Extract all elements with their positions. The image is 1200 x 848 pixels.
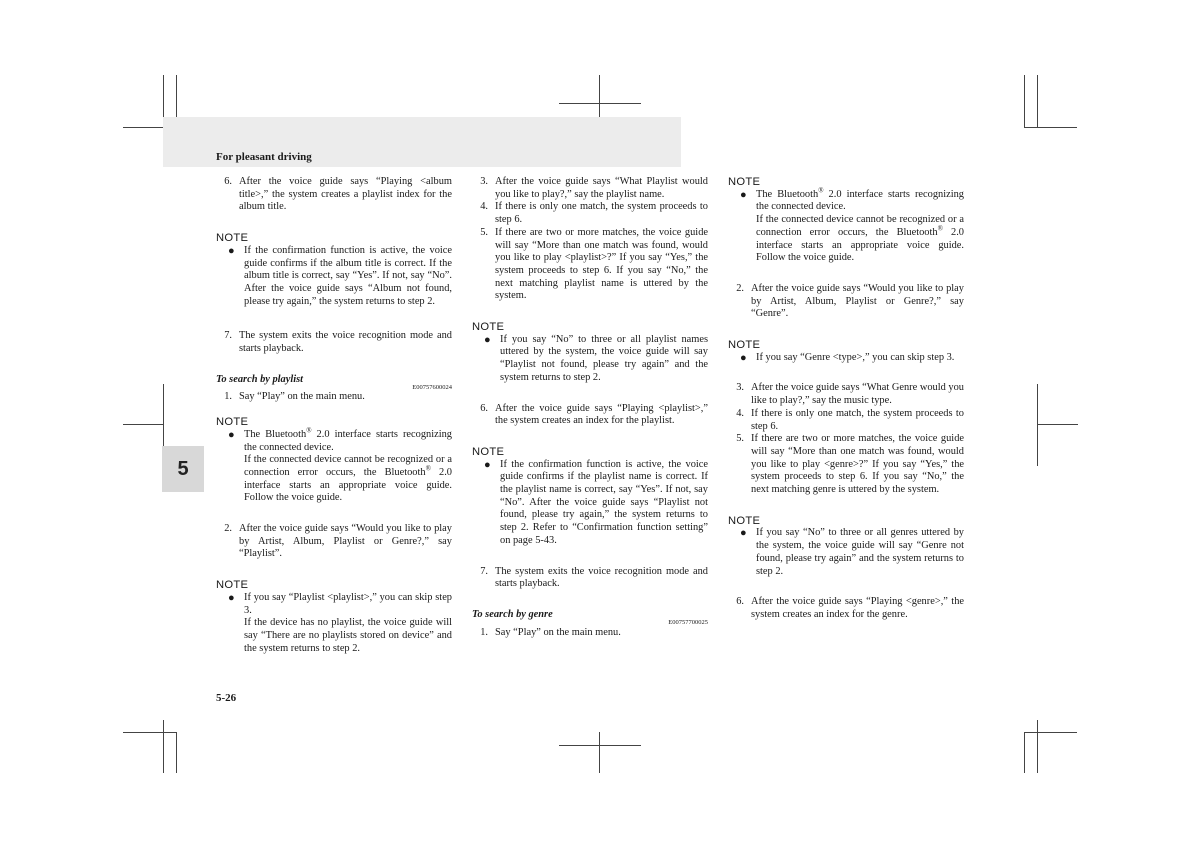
step-item (472, 176, 708, 201)
note-text: If the confirmation function is active, the voice guide confirms if the album title is correct. If the album title is correct, say “Yes”. If not, say “No”. After the voice guide says “Album not found, please try again,” the system returns to step 2. (244, 244, 452, 307)
crop-mark (123, 732, 176, 733)
step-text: The system exits the voice recognition mode and starts playback. (495, 565, 708, 590)
note-heading: NOTE (216, 232, 249, 245)
reference-code: E00757600024 (412, 383, 452, 391)
step-item (216, 523, 452, 561)
note-text: The Bluetooth (756, 188, 819, 200)
bullet-icon: ● (740, 188, 747, 201)
step-number: 2. (736, 282, 744, 294)
subsection-title: To search by playlist (216, 373, 304, 385)
crop-mark (1037, 75, 1038, 127)
note-item (472, 459, 708, 548)
step-text: The system exits the voice recognition mode and starts playback. (239, 330, 452, 355)
note-item (728, 186, 964, 265)
note-text: If you say “Playlist <playlist>,” you can skip step 3. (244, 591, 452, 616)
registered-mark: ® (425, 464, 431, 473)
step-number: 4. (480, 201, 488, 213)
crop-mark (163, 720, 164, 773)
note-item (728, 527, 964, 578)
step-item (728, 433, 964, 497)
registered-mark: ® (818, 186, 824, 195)
note-text: If you say “No” to three or all playlist names uttered by the system, the voice guide will say “Playlist not found, please try again” and the system returns to step 2. (500, 333, 708, 383)
bullet-icon: ● (740, 351, 747, 364)
step-number: 1. (480, 626, 488, 638)
step-number: 5. (480, 226, 488, 238)
bullet-icon: ● (228, 244, 235, 257)
crop-mark (1024, 732, 1077, 733)
column-right (728, 176, 964, 622)
bullet-icon: ● (228, 428, 235, 441)
note-text: If the confirmation function is active, the voice guide confirms if the playlist name is correct. If the playlist name is correct, say “Yes”. If not, say “No”. After the voice guide says “Playlist not found, please try again,” the system returns to step 2. Refer to “Confirmation function setting” on page 5-43. (500, 458, 708, 546)
column-middle (472, 176, 708, 639)
crop-mark (1024, 127, 1077, 128)
note-text: 2.0 interface starts recognizing the connected device. (756, 188, 964, 213)
note-text: 2.0 interface starts an appropriate voice guide. Follow the voice guide. (756, 226, 964, 264)
step-number: 5. (736, 433, 744, 445)
step-text: After the voice guide says “Would you like to play by Artist, Album, Playlist or Genre?,” say “Playlist”. (239, 523, 452, 560)
step-number: 6. (480, 402, 488, 414)
note-heading: NOTE (728, 176, 761, 188)
crop-mark (176, 732, 177, 773)
note-text: If you say “Genre <type>,” you can skip step 3. (756, 351, 955, 363)
step-text: Say “Play” on the main menu. (239, 391, 365, 403)
note-heading: NOTE (728, 339, 761, 352)
note-text: The Bluetooth (244, 428, 307, 440)
subsection-title: To search by genre (472, 608, 553, 620)
crop-mark (1037, 720, 1038, 773)
page-number: 5-26 (216, 692, 237, 704)
step-item (472, 201, 708, 226)
crop-mark (123, 424, 164, 425)
step-number: 3. (480, 176, 488, 187)
note-item (216, 245, 452, 309)
step-item (728, 382, 964, 407)
step-number: 7. (224, 330, 232, 342)
section-title: For pleasant driving (216, 151, 312, 163)
step-number: 7. (480, 565, 488, 577)
step-item (472, 227, 708, 303)
step-number: 2. (224, 523, 232, 535)
step-item (216, 176, 452, 214)
step-item (472, 403, 708, 428)
bullet-icon: ● (484, 333, 491, 346)
crop-mark (1037, 384, 1038, 466)
bullet-icon: ● (740, 527, 747, 540)
note-heading: NOTE (472, 445, 505, 458)
step-text: After the voice guide says “Playing <genre>,” the system creates an index for the genre. (751, 596, 964, 620)
step-number: 6. (736, 596, 744, 608)
step-text: If there are two or more matches, the voice guide will say “More than one match was found, would you like to play <genre>?” If you say “Yes,” the system proceeds to step 6. If you say “No,” the next matching genre is uttered by the system. (751, 433, 964, 496)
crop-mark (559, 103, 641, 104)
step-text: After the voice guide says “What Genre would you like to play?,” say the music type. (751, 382, 964, 407)
step-number: 6. (224, 176, 232, 187)
registered-mark: ® (937, 224, 943, 233)
note-text: If the connected device cannot be recognized or a connection error occurs, the Bluetooth (756, 214, 964, 238)
note-heading: NOTE (472, 321, 505, 334)
crop-mark (1024, 75, 1025, 127)
note-item (216, 592, 452, 656)
note-text: If the device has no playlist, the voice guide will say “There are no playlists stored on device” and the system returns to step 2. (244, 617, 452, 654)
reference-code: E00757700025 (668, 618, 708, 626)
step-text: If there is only one match, the system proceeds to step 6. (495, 201, 708, 226)
registered-mark: ® (306, 426, 312, 435)
step-text: After the voice guide says “Playing <album title>,” the system creates a playlist index for the album title. (239, 176, 452, 213)
step-item (728, 408, 964, 433)
step-number: 4. (736, 407, 744, 419)
note-text: 2.0 interface starts recognizing the connected device. (244, 428, 452, 453)
bullet-icon: ● (484, 458, 491, 471)
step-number: 1. (224, 391, 232, 403)
step-item (216, 330, 452, 355)
subsection-heading (216, 373, 452, 391)
step-number: 3. (736, 382, 744, 394)
crop-mark (559, 745, 641, 746)
note-item (216, 426, 452, 505)
note-heading: NOTE (216, 416, 249, 429)
note-heading: NOTE (216, 579, 249, 592)
step-item (472, 566, 708, 591)
subsection-heading (472, 608, 708, 626)
step-text: If there is only one match, the system proceeds to step 6. (751, 407, 964, 432)
step-text: After the voice guide says “Would you like to play by Artist, Album, Playlist or Genre?,” say “Genre”. (751, 282, 964, 320)
step-item (728, 596, 964, 621)
crop-mark (1024, 732, 1025, 773)
step-text: After the voice guide says “Playing <playlist>,” the system creates an index for the playlist. (495, 402, 708, 427)
note-text: 2.0 interface starts an appropriate voice guide. Follow the voice guide. (244, 466, 452, 504)
note-heading: NOTE (728, 514, 761, 527)
note-text: If you say “No” to three or all genres uttered by the system, the voice guide will say “Genre not found, please try again” and the system returns to step 2. (756, 527, 964, 577)
note-item (728, 352, 964, 365)
crop-mark (599, 732, 600, 773)
bullet-icon: ● (228, 591, 235, 604)
step-text: Say “Play” on the main menu. (495, 626, 621, 638)
chapter-tab: 5 (162, 446, 204, 492)
column-left (216, 176, 452, 655)
step-text: If there are two or more matches, the voice guide will say “More than one match was found, would you like to play <playlist>?” If you say “Yes,” the system proceeds to step 6. If you say “No,” the next matching playlist name is uttered by the system. (495, 226, 708, 302)
step-text: After the voice guide says “What Playlist would you like to play?,” say the playlist name. (495, 176, 708, 200)
step-item (728, 283, 964, 321)
note-text: If the connected device cannot be recognized or a connection error occurs, the Bluetooth (244, 454, 452, 478)
note-item (472, 334, 708, 385)
crop-mark (1037, 424, 1078, 425)
